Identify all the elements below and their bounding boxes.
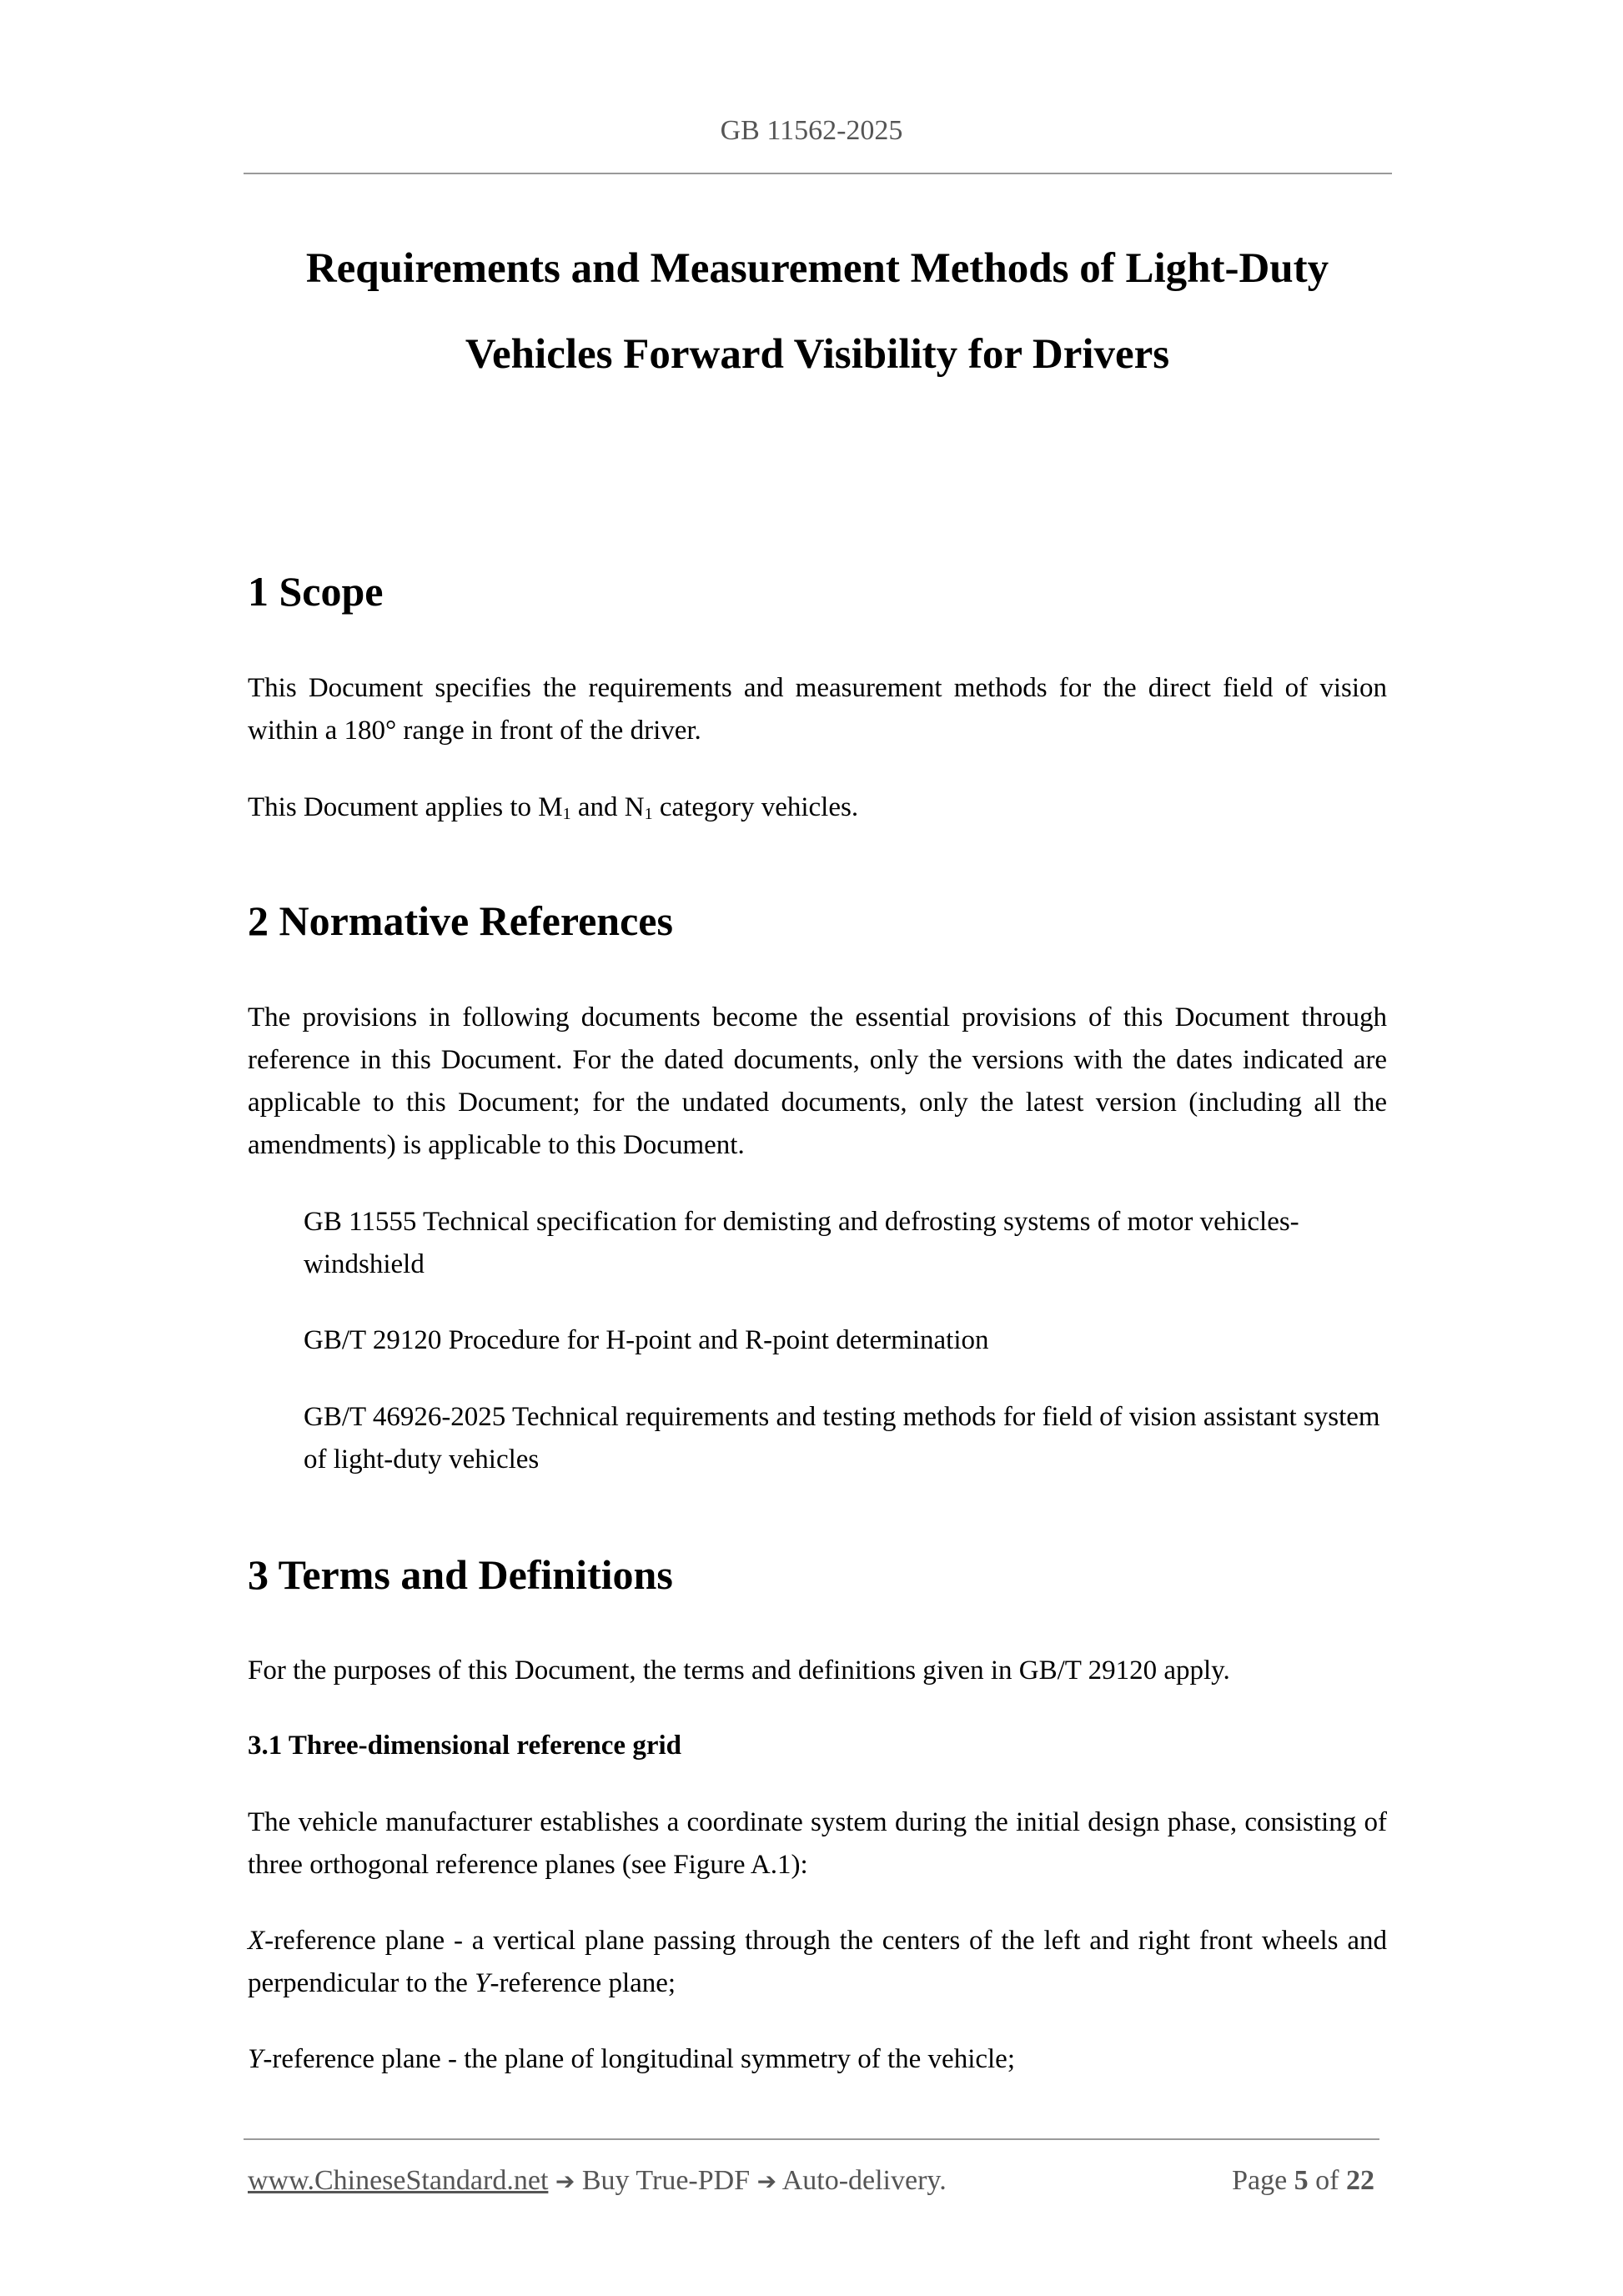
x-reference-plane-definition: X-reference plane - a vertical plane passing through the centers of the left and right front wheels and perpendicular to the Y-reference plane; xyxy=(248,1926,1387,1998)
reference-item: GB/T 29120 Procedure for H-point and R-point determination xyxy=(304,1325,989,1355)
buy-true-pdf-text: Buy True-PDF xyxy=(575,2165,757,2196)
scope-paragraph-1: This Document specifies the requirements and measurement methods for the direct field of vision within a 180° range in front of the driver. xyxy=(248,673,1387,746)
arrow-right-icon: ➔ xyxy=(756,2168,777,2195)
subsection-heading-3-1: 3.1 Three-dimensional reference grid xyxy=(248,1731,681,1761)
reference-item: GB/T 46926-2025 Technical requirements and testing methods for field of vision assistant system of light-duty vehicles xyxy=(304,1402,1380,1475)
reference-item: GB 11555 Technical specification for demisting and defrosting systems of motor vehicles-windshield xyxy=(304,1207,1299,1279)
section-heading-normative-references: 2 Normative References xyxy=(248,897,673,944)
section-heading-scope: 1 Scope xyxy=(248,568,384,615)
terms-paragraph: For the purposes of this Document, the terms and definitions given in GB/T 29120 apply. xyxy=(248,1655,1230,1686)
section-heading-terms: 3 Terms and Definitions xyxy=(248,1551,673,1598)
header-divider xyxy=(244,173,1392,174)
page-number: Page 5 of 22 xyxy=(1232,2165,1374,2196)
y-reference-plane-definition: Y-reference plane - the plane of longitudinal symmetry of the vehicle; xyxy=(248,2044,1015,2074)
subsection-paragraph: The vehicle manufacturer establishes a coordinate system during the initial design phase, consisting of three orthogonal reference planes (see Figure A.1): xyxy=(248,1807,1387,1880)
chinese-standard-link[interactable]: www.ChineseStandard.net xyxy=(248,2165,549,2196)
document-title-line1: Requirements and Measurement Methods of Light-Duty xyxy=(305,245,1329,292)
document-code-header: GB 11562-2025 xyxy=(720,115,903,146)
footer-promo xyxy=(248,2160,947,2203)
document-title-line2: Vehicles Forward Visibility for Drivers xyxy=(465,331,1170,378)
scope-paragraph-2: This Document applies to $M_1$ and $N_1$ category vehicles. xyxy=(248,792,859,823)
footer-divider xyxy=(244,2138,1379,2140)
arrow-right-icon: ➔ xyxy=(555,2168,575,2195)
auto-delivery-text: Auto-delivery. xyxy=(776,2165,947,2196)
normative-paragraph: The provisions in following documents become the essential provisions of this Document through reference in this Document. For the dated documents, only the versions with the dates indicated are applicable to this Document; for the undated documents, only the latest version (including all the amendments) is applicable to this Document. xyxy=(248,1002,1387,1160)
